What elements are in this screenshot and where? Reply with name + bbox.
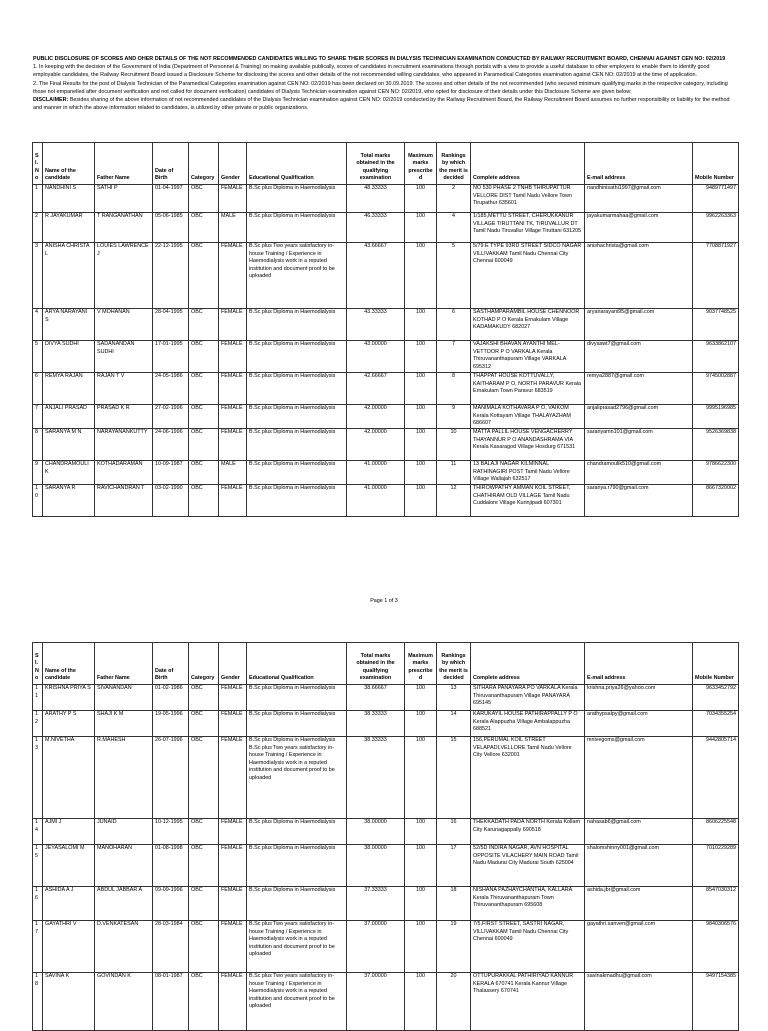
column-header-email: E-mail address (585, 143, 693, 185)
cell-max-marks: 100 (405, 921, 437, 973)
cell-father-name: RAVICHANDRAN T (95, 485, 153, 517)
cell-sl: 10 (33, 485, 43, 517)
cell-email: saranya.r790@gmail.com (585, 485, 693, 517)
cell-category: OBC (189, 845, 219, 887)
cell-gender: FEMALE (219, 309, 247, 341)
table-row (33, 921, 739, 973)
cell-father-name: KOTHADARAMAN (95, 461, 153, 485)
column-header-name: Name of the candidate (43, 643, 95, 685)
cell-mobile: 7034355254 (693, 711, 739, 737)
cell-mobile: 8667320002 (693, 485, 739, 517)
cell-email: arathypsalpy@gmail.com (585, 711, 693, 737)
cell-name: AJMI J (43, 819, 95, 845)
cell-email: shalomshinny001@gmail.com (585, 845, 693, 887)
column-header-rank: Rankings by which the merit is decided (437, 643, 471, 685)
cell-father-name: PRASAD K R (95, 405, 153, 429)
cell-qualification: B.Sc plus Two years satisfactory in-house Training / Experience in Haemodialysis work in a reputed institution and document proof to be uploaded (247, 921, 347, 973)
cell-name: ASHIDA A J (43, 887, 95, 921)
cell-max-marks: 100 (405, 819, 437, 845)
cell-address: 5/79 E TYPE 93RD STREET SIDCO NAGAR VILLIVAKKAM Tamil Nadu Chennai City Chennai 600049 (471, 243, 585, 309)
cell-name: ARYA NARAYANI S (43, 309, 95, 341)
header-row (33, 143, 739, 185)
cell-rank: 10 (437, 429, 471, 461)
cell-rank: 9 (437, 405, 471, 429)
cell-gender: FEMALE (219, 341, 247, 373)
cell-email: anishachrista@gmail.com (585, 243, 693, 309)
cell-category: OBC (189, 461, 219, 485)
cell-max-marks: 100 (405, 341, 437, 373)
cell-sl: 16 (33, 887, 43, 921)
cell-total-marks: 37.00000 (347, 921, 405, 973)
cell-email: saranyamn101@gmail.com (585, 429, 693, 461)
cell-mobile: 9442805714 (693, 737, 739, 819)
cell-total-marks: 41.00000 (347, 461, 405, 485)
cell-address: SITHARA PANAYARA PO VARKALA Kerala Thiruvananthapuram Village PANAYARA 695145 (471, 685, 585, 711)
cell-rank: 19 (437, 921, 471, 973)
cell-dob: 01-08-1998 (153, 845, 189, 887)
cell-rank: 15 (437, 737, 471, 819)
cell-dob: 10-09-1987 (153, 461, 189, 485)
cell-gender: FEMALE (219, 711, 247, 737)
column-header-category: Category (189, 643, 219, 685)
cell-max-marks: 100 (405, 309, 437, 341)
cell-qualification: B.Sc plus Diploma in Haemodialysis (247, 341, 347, 373)
cell-rank: 20 (437, 973, 471, 1031)
page-number: Page 1 of 3 (370, 598, 398, 604)
cell-qualification: B.Sc plus Diploma in Haemodialysis (247, 309, 347, 341)
cell-total-marks: 38.33333 (347, 737, 405, 819)
cell-max-marks: 100 (405, 845, 437, 887)
cell-dob: 22-12-1995 (153, 243, 189, 309)
cell-rank: 18 (437, 887, 471, 921)
table-row (33, 309, 739, 341)
cell-name: SARANYA M N (43, 429, 95, 461)
cell-father-name: SADANANDAN SUDHI (95, 341, 153, 373)
cell-name: DIVYA SUDHI (43, 341, 95, 373)
cell-name: SARANYA R (43, 485, 95, 517)
cell-category: OBC (189, 711, 219, 737)
cell-max-marks: 100 (405, 711, 437, 737)
cell-gender: FEMALE (219, 185, 247, 213)
cell-gender: FEMALE (219, 845, 247, 887)
cell-gender: FEMALE (219, 429, 247, 461)
cell-qualification: B.Sc plus Diploma in Haemodialysis B.Sc plus Two years satisfactory in-house Training / Experience in Haemodialysis work in a reputed institution and document proof to be uploaded (247, 737, 347, 819)
cell-max-marks: 100 (405, 461, 437, 485)
cell-address: OTTUPURAKKAL PATHIRIYAD KANNUR KERALA 670741 Kerala Kannur Village Thalassery 670741 (471, 973, 585, 1031)
cell-sl: 14 (33, 819, 43, 845)
cell-category: OBC (189, 819, 219, 845)
cell-rank: 11 (437, 461, 471, 485)
cell-email: savinakmadhu@gmail.com (585, 973, 693, 1031)
cell-dob: 05-06-1985 (153, 213, 189, 243)
column-header-max: Maximum marks prescribed (405, 143, 437, 185)
cell-address: KARUKAYIL HOUSE PATHIRAPPALLY P O Kerala Alappuzha Village Ambalappuzha 688521 (471, 711, 585, 737)
table-row (33, 185, 739, 213)
table-row (33, 429, 739, 461)
table-row (33, 737, 739, 819)
cell-gender: FEMALE (219, 685, 247, 711)
cell-rank: 2 (437, 185, 471, 213)
cell-category: OBC (189, 213, 219, 243)
cell-name: REMYA RAJAN (43, 373, 95, 405)
cell-total-marks: 46.33333 (347, 213, 405, 243)
table-row (33, 845, 739, 887)
cell-father-name: R.MAHESH (95, 737, 153, 819)
cell-rank: 6 (437, 309, 471, 341)
cell-mobile: 8606225548 (693, 819, 739, 845)
cell-dob: 09-09-1996 (153, 887, 189, 921)
cell-father-name: NARAYANANKUTTY (95, 429, 153, 461)
cell-qualification: B.Sc plus Diploma in Haemodialysis (247, 405, 347, 429)
table-row (33, 973, 739, 1031)
column-header-rank: Rankings by which the merit is decided (437, 143, 471, 185)
cell-total-marks: 37.00000 (347, 973, 405, 1031)
cell-category: OBC (189, 485, 219, 517)
column-header-gender: Gender (219, 143, 247, 185)
cell-name: ANJALI PRASAD (43, 405, 95, 429)
column-header-qual: Educational Qualification (247, 643, 347, 685)
disclaimer-text: Besides sharing of the above information of not recommended candidates of the Dialysis Technician examination against CEN NO: 02/2019 conducted by the Railway Recruitment Board, the Railway Recruitment Board assumes no further responsibility or liability for the method and manner in which the above information related to candidates, is utilized by other private or public organizations. (33, 97, 730, 112)
cell-email: nahasab6@gmail.com (585, 819, 693, 845)
cell-qualification: B.Sc plus Two years satisfactory in-house Training / Experience in Haemodialysis work in a reputed institution and document proof to be uploaded (247, 973, 347, 1031)
cell-dob: 01-02-1986 (153, 685, 189, 711)
cell-sl: 2 (33, 213, 43, 243)
cell-mobile: 7010229289 (693, 845, 739, 887)
cell-gender: FEMALE (219, 243, 247, 309)
cell-max-marks: 100 (405, 373, 437, 405)
table-row (33, 887, 739, 921)
cell-address: 1/185,METTU STREET, CHERUKKANUR VILLAGE TIRUTTANI TK, TIRUVALLUR DT Tamil Nadu Tiruvallur Village Tiruttani 631205 (471, 213, 585, 243)
cell-max-marks: 100 (405, 685, 437, 711)
cell-father-name: SATHI P (95, 185, 153, 213)
cell-name: JEYASALOMI M (43, 845, 95, 887)
cell-address: SASTHAMPARAMBIL HOUSE CHENNOOR KOTHAD P O Kerala Ernakulam Village KADAMAKUDY 682027 (471, 309, 585, 341)
cell-sl: 12 (33, 711, 43, 737)
cell-email: jayakumarmahaa@gmail.com (585, 213, 693, 243)
column-header-dob: Date of Birth (153, 143, 189, 185)
cell-father-name: GOVINDAN K (95, 973, 153, 1031)
cell-max-marks: 100 (405, 887, 437, 921)
cell-gender: FEMALE (219, 887, 247, 921)
cell-mobile: 8547030312 (693, 887, 739, 921)
cell-father-name: LOUIES LAWRENCE J (95, 243, 153, 309)
column-header-address: Complete address (471, 143, 585, 185)
cell-name: SAVINA K (43, 973, 95, 1031)
cell-address: THIROWPATHY AMMAN KOIL STREET, CHATHIRAM OLD VILLAGE Tamil Nadu Cuddalore Village Kurinjipadi 607301 (471, 485, 585, 517)
cell-rank: 16 (437, 819, 471, 845)
table-row (33, 685, 739, 711)
cell-name: KRISHNA PRIYA S (43, 685, 95, 711)
table-row (33, 819, 739, 845)
cell-dob: 24-05-1986 (153, 373, 189, 405)
cell-qualification: B.Sc plus Diploma in Haemodialysis (247, 819, 347, 845)
cell-name: NANDHINI S (43, 185, 95, 213)
cell-category: OBC (189, 429, 219, 461)
cell-qualification: B.Sc plus Diploma in Haemodialysis (247, 485, 347, 517)
cell-mobile: 9633452792 (693, 685, 739, 711)
cell-gender: FEMALE (219, 373, 247, 405)
column-header-dob: Date of Birth (153, 643, 189, 685)
cell-max-marks: 100 (405, 405, 437, 429)
cell-name: GAYATHRI V (43, 921, 95, 973)
cell-total-marks: 38.00000 (347, 845, 405, 887)
disclaimer-label: DISCLAIMER: (33, 97, 69, 104)
cell-category: OBC (189, 185, 219, 213)
cell-mobile: 9786622300 (693, 461, 739, 485)
cell-dob: 27-02-1996 (153, 405, 189, 429)
cell-sl: 13 (33, 737, 43, 819)
cell-name: R JAYAKUMAR (43, 213, 95, 243)
cell-rank: 14 (437, 711, 471, 737)
cell-address: 7/5,FIRST STREET, SASTRI NAGAR, VILLIVAKKAM Tamil Nadu Chennai City Chennai 600049 (471, 921, 585, 973)
cell-address: MANIMALA KOTHAVARA P O, VAIKOM Kerala Kottayam Village THALAYAZHAM 686607 (471, 405, 585, 429)
cell-qualification: B.Sc plus Diploma in Haemodialysis (247, 711, 347, 737)
intro-paragraph-2: 2. The Final Results for the post of Dialysis Technician of the Paramedical Categories examination against CEN NO: 02/2019 has been declared on 30.09.2019. The scores and other details of the not recommended (who secured minimum qualifying marks in the respective category, including those not empanelled after document verification and not called for document verification) candidates of Dialysis Technician examination against CEN NO: 02/2019, who opted for disclosure of their details under this Disclosure Scheme are given below: (33, 80, 728, 95)
cell-dob: 17-01-1995 (153, 341, 189, 373)
cell-name: ARATHY P S (43, 711, 95, 737)
column-header-sl: Sl. No (33, 643, 43, 685)
cell-sl: 11 (33, 685, 43, 711)
cell-email: aryanarayani95@gmail.com (585, 309, 693, 341)
table-row (33, 485, 739, 517)
cell-gender: FEMALE (219, 973, 247, 1031)
table-row (33, 711, 739, 737)
cell-rank: 12 (437, 485, 471, 517)
column-header-name: Name of the candidate (43, 143, 95, 185)
table-row (33, 213, 739, 243)
cell-sl: 4 (33, 309, 43, 341)
column-header-address: Complete address (471, 643, 585, 685)
cell-address: MATTA PALLIL HOUSE VENGACHERRY THAYANNUR P O ANANDASHRAMA VIA Kerala Kasaragod Village Hosdurg 671531 (471, 429, 585, 461)
cell-dob: 08-01-1987 (153, 973, 189, 1031)
column-header-total: Total marks obtained in the qualifying examination (347, 643, 405, 685)
cell-sl: 6 (33, 373, 43, 405)
cell-email: krishna.priya26@yahoo.com (585, 685, 693, 711)
cell-gender: MALE (219, 461, 247, 485)
table-row (33, 341, 739, 373)
column-header-sl: Sl. No (33, 143, 43, 185)
cell-gender: FEMALE (219, 485, 247, 517)
cell-mobile: 9037748525 (693, 309, 739, 341)
table-row (33, 461, 739, 485)
cell-address: 156,PERUMAL KOIL STREET VELAPADI,VELLORE Tamil Nadu Vellore City Vellore 632001 (471, 737, 585, 819)
cell-address: NO 530 PHASE 2 TNHB THIRUPATTUR VELLORE DIST Tamil Nadu Vellore Town Tirupathur 635601 (471, 185, 585, 213)
cell-category: OBC (189, 685, 219, 711)
cell-total-marks: 48.33333 (347, 185, 405, 213)
cell-sl: 9 (33, 461, 43, 485)
cell-address: THEKKADATH PADA NORTH Kerala Kollam City Karunagappally 690518 (471, 819, 585, 845)
cell-email: ashida.jbr@gmail.com (585, 887, 693, 921)
cell-total-marks: 43.33333 (347, 309, 405, 341)
cell-mobile: 9633862107 (693, 341, 739, 373)
cell-name: CHANDRAMOULI K (43, 461, 95, 485)
cell-qualification: B.Sc plus Diploma in Haemodialysis (247, 429, 347, 461)
cell-name: ANISHA CHRISTA L (43, 243, 95, 309)
cell-qualification: B.Sc plus Diploma in Haemodialysis (247, 213, 347, 243)
cell-address: 52/5D INDIRA NAGAR, AVN HOSPITAL OPPOSITE VILACHERY MAIN ROAD Tamil Nadu Madurai City Madurai South 625004 (471, 845, 585, 887)
cell-qualification: B.Sc plus Diploma in Haemodialysis (247, 461, 347, 485)
cell-dob: 10-12-1995 (153, 819, 189, 845)
cell-rank: 17 (437, 845, 471, 887)
cell-sl: 7 (33, 405, 43, 429)
header-row (33, 643, 739, 685)
cell-max-marks: 100 (405, 973, 437, 1031)
cell-address: VAJAKSHI BHAVAN AYANTHI MEL-VETTOOR P O VARKALA Kerala Thiruvananthapuram Village VARKALA 695312 (471, 341, 585, 373)
cell-total-marks: 43.66667 (347, 243, 405, 309)
cell-mobile: 9526369838 (693, 429, 739, 461)
cell-sl: 5 (33, 341, 43, 373)
column-header-mobile: Mobile Number (693, 643, 739, 685)
disclaimer (33, 96, 738, 112)
cell-email: remya2887@gmail.com (585, 373, 693, 405)
column-header-father: Father Name (95, 143, 153, 185)
column-header-total: Total marks obtained in the qualifying examination (347, 143, 405, 185)
cell-email: gayathri.sanven@gmail.com (585, 921, 693, 973)
cell-qualification: B.Sc plus Diploma in Haemodialysis (247, 887, 347, 921)
cell-max-marks: 100 (405, 213, 437, 243)
column-header-category: Category (189, 143, 219, 185)
cell-max-marks: 100 (405, 243, 437, 309)
cell-email: anjaliprasad2796@gmail.com (585, 405, 693, 429)
cell-category: OBC (189, 405, 219, 429)
table-row (33, 243, 739, 309)
cell-max-marks: 100 (405, 185, 437, 213)
cell-rank: 5 (437, 243, 471, 309)
cell-dob: 19-05-1996 (153, 711, 189, 737)
cell-total-marks: 42.00000 (347, 429, 405, 461)
cell-dob: 26-07-1996 (153, 737, 189, 819)
cell-email: nandhinisathi1997@gmail.com (585, 185, 693, 213)
cell-category: OBC (189, 887, 219, 921)
cell-sl: 1 (33, 185, 43, 213)
cell-rank: 7 (437, 341, 471, 373)
column-header-gender: Gender (219, 643, 247, 685)
column-header-mobile: Mobile Number (693, 143, 739, 185)
cell-mobile: 9995196985 (693, 405, 739, 429)
cell-father-name: T RANGANATHAN (95, 213, 153, 243)
cell-mobile: 7708871927 (693, 243, 739, 309)
document-title: PUBLIC DISCLOSURE OF SCORES AND OHER DETAILS OF THE NOT RECOMMENDED CANDIDATES WILLING TO SHARE THEIR SCORES IN DIALYSIS TECHNICIAN EXAMINATION CONDUCTED BY RAILWAY RECRUITMENT BOARD, CHENNAI AGAINST CEN NO: 02/2019 (33, 56, 726, 62)
cell-rank: 8 (437, 373, 471, 405)
cell-father-name: ABDUL JABBAR A (95, 887, 153, 921)
cell-mobile: 9745002887 (693, 373, 739, 405)
cell-father-name: JUNAID (95, 819, 153, 845)
cell-total-marks: 42.00000 (347, 405, 405, 429)
cell-address: NISHANA PAZHAYCHANTHA, KALLARA Kerala Thiruvananthapuram Town Thiruvananthapuram 695608 (471, 887, 585, 921)
cell-email: chandramoulik510@gmail.com (585, 461, 693, 485)
cell-total-marks: 41.00000 (347, 485, 405, 517)
cell-total-marks: 43.00000 (347, 341, 405, 373)
cell-mobile: 9497154385 (693, 973, 739, 1031)
cell-father-name: SIVANANDAN (95, 685, 153, 711)
cell-address: THAPPAT HOUSE KOTTUVALLY, KAITHARAM P O, NORTH PARAVUR Kerala Ernakulam Town Paravur 683519 (471, 373, 585, 405)
intro-paragraph-1: 1. In keeping with the decision of the Government of India (Department of Personnel & Training) on making available publically, scores of candidates in recruitment examinations through portals with a view to provide a useful database to other employers to enable them to identify good employable candidates, the Railway Recruitment Board issued a Disclosure Scheme for disclosing the scores and other details of the not recommended willing candidates, who appeared in Paramedical Categories examination against CEN NO: 02/2019 at the time of application. (33, 64, 710, 79)
table-row (33, 405, 739, 429)
cell-mobile: 9962263363 (693, 213, 739, 243)
cell-dob: 24-06-1996 (153, 429, 189, 461)
cell-qualification: B.Sc plus Diploma in Haemodialysis (247, 373, 347, 405)
cell-category: OBC (189, 373, 219, 405)
cell-max-marks: 100 (405, 485, 437, 517)
cell-name: M.NIVETHA (43, 737, 95, 819)
column-header-email: E-mail address (585, 643, 693, 685)
cell-gender: FEMALE (219, 737, 247, 819)
cell-dob: 01-04-1997 (153, 185, 189, 213)
cell-dob: 28-04-1995 (153, 309, 189, 341)
cell-sl: 18 (33, 973, 43, 1031)
cell-qualification: B.Sc plus Diploma in Haemodialysis (247, 685, 347, 711)
cell-max-marks: 100 (405, 429, 437, 461)
results-table-page-2 (32, 642, 739, 1031)
column-header-max: Maximum marks prescribed (405, 643, 437, 685)
cell-mobile: 9489771497 (693, 185, 739, 213)
cell-category: OBC (189, 309, 219, 341)
cell-total-marks: 42.66667 (347, 373, 405, 405)
cell-category: OBC (189, 921, 219, 973)
cell-qualification: B.Sc plus Diploma in Haemodialysis (247, 185, 347, 213)
cell-gender: MALE (219, 213, 247, 243)
table-row (33, 373, 739, 405)
cell-category: OBC (189, 341, 219, 373)
cell-total-marks: 37.33333 (347, 887, 405, 921)
cell-category: OBC (189, 243, 219, 309)
cell-father-name: MANOHARAN (95, 845, 153, 887)
cell-gender: FEMALE (219, 921, 247, 973)
column-header-qual: Educational Qualification (247, 143, 347, 185)
cell-dob: 03-02-1990 (153, 485, 189, 517)
cell-qualification: B.Sc plus Diploma in Haemodialysis (247, 845, 347, 887)
cell-email: divyaswt7@gmail.com (585, 341, 693, 373)
cell-gender: FEMALE (219, 405, 247, 429)
cell-rank: 13 (437, 685, 471, 711)
cell-total-marks: 38.33333 (347, 711, 405, 737)
cell-sl: 8 (33, 429, 43, 461)
column-header-father: Father Name (95, 643, 153, 685)
cell-sl: 15 (33, 845, 43, 887)
cell-father-name: V MOHANAN (95, 309, 153, 341)
disclosure-header (33, 55, 738, 112)
cell-gender: FEMALE (219, 819, 247, 845)
cell-sl: 3 (33, 243, 43, 309)
cell-father-name: RAJAN T V (95, 373, 153, 405)
cell-total-marks: 38.00000 (347, 819, 405, 845)
cell-father-name: SHAJI K M (95, 711, 153, 737)
cell-category: OBC (189, 737, 219, 819)
cell-father-name: D.VENKATESAN (95, 921, 153, 973)
cell-max-marks: 100 (405, 737, 437, 819)
cell-email: mnivegoms@gmail.com (585, 737, 693, 819)
cell-total-marks: 38.66667 (347, 685, 405, 711)
cell-dob: 28-03-1984 (153, 921, 189, 973)
cell-mobile: 9840306576 (693, 921, 739, 973)
cell-category: OBC (189, 973, 219, 1031)
cell-sl: 17 (33, 921, 43, 973)
cell-address: 13 BALAJI NAGAR KILMINNAL RATHINAGIRI POST Tamil Nadu Vellore Village Wallajah 632517 (471, 461, 585, 485)
cell-qualification: B.Sc plus Two years satisfactory in-house Training / Experience in Haemodialysis work in a reputed institution and document proof to be uploaded (247, 243, 347, 309)
cell-rank: 4 (437, 213, 471, 243)
results-table-page-1 (32, 142, 739, 517)
